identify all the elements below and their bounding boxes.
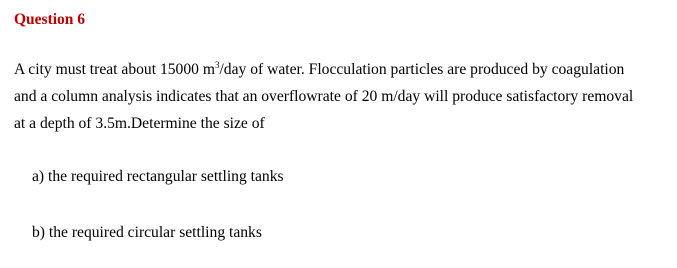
- question-body-line-3: at a depth of 3.5m.Determine the size of: [14, 115, 265, 132]
- line-1-text-start: A city must treat about 15000 m: [14, 61, 215, 78]
- question-body-line-1: [14, 56, 669, 83]
- question-title: Question 6: [14, 11, 86, 28]
- line-1-text-end: /day of water. Flocculation particles are produced by coagulation: [219, 61, 625, 78]
- part-b-circular-tanks: b) the required circular settling tanks: [32, 224, 262, 241]
- unit-exponent: 3: [214, 60, 220, 70]
- part-a-rectangular-tanks: a) the required rectangular settling tanks: [32, 168, 284, 185]
- question-body: [14, 56, 669, 137]
- question-body-line-2: and a column analysis indicates that an overflowrate of 20 m/day will produce satisfactory removal: [14, 88, 634, 105]
